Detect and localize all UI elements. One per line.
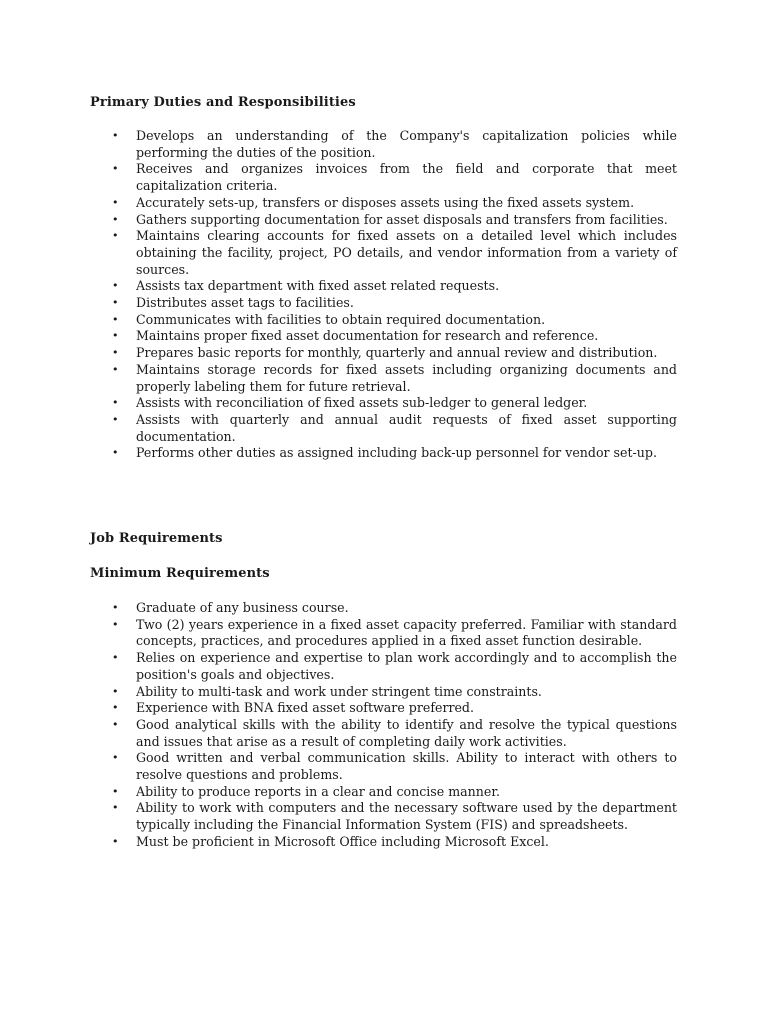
list-item: • Maintains storage records for fixed assets including organizing documents and properly labeling them for future retrieval. [90, 362, 677, 395]
list-item: • Ability to work with computers and the necessary software used by the department typically including the Financial Information System (FIS) and spreadsheets. [90, 800, 677, 833]
list-item: • Assists with quarterly and annual audit requests of fixed asset supporting documentation. [90, 412, 677, 445]
minimum-requirements-list [90, 600, 677, 851]
list-item: • Maintains proper fixed asset documentation for research and reference. [90, 328, 677, 345]
job-requirements-heading: Job Requirements [90, 531, 223, 546]
list-item: • Receives and organizes invoices from the field and corporate that meet capitalization criteria. [90, 161, 677, 194]
list-item: • Maintains clearing accounts for fixed assets on a detailed level which includes obtaining the facility, project, PO details, and vendor information from a variety of sources. [90, 228, 677, 278]
list-item: • Graduate of any business course. [90, 600, 677, 617]
list-item: • Good written and verbal communication skills. Ability to interact with others to resolve questions and problems. [90, 750, 677, 783]
minimum-requirements-heading: Minimum Requirements [90, 566, 270, 581]
list-item: • Distributes asset tags to facilities. [90, 295, 677, 312]
list-item: • Ability to produce reports in a clear and concise manner. [90, 784, 677, 801]
list-item: • Good analytical skills with the ability to identify and resolve the typical questions and issues that arise as a result of completing daily work activities. [90, 717, 677, 750]
list-item: • Assists tax department with fixed asset related requests. [90, 278, 677, 295]
primary-duties-heading: Primary Duties and Responsibilities [90, 95, 356, 110]
list-item: • Assists with reconciliation of fixed assets sub-ledger to general ledger. [90, 395, 677, 412]
list-item: • Prepares basic reports for monthly, quarterly and annual review and distribution. [90, 345, 677, 362]
list-item: • Experience with BNA fixed asset software preferred. [90, 700, 677, 717]
list-item: • Accurately sets-up, transfers or disposes assets using the fixed assets system. [90, 195, 677, 212]
list-item: • Gathers supporting documentation for asset disposals and transfers from facilities. [90, 212, 677, 229]
list-item: • Must be proficient in Microsoft Office including Microsoft Excel. [90, 834, 677, 851]
list-item: • Two (2) years experience in a fixed asset capacity preferred. Familiar with standard concepts, practices, and procedures applied in a fixed asset function desirable. [90, 617, 677, 650]
list-item: • Relies on experience and expertise to plan work accordingly and to accomplish the position's goals and objectives. [90, 650, 677, 683]
primary-duties-list [90, 128, 677, 462]
list-item: • Communicates with facilities to obtain required documentation. [90, 312, 677, 329]
list-item: • Performs other duties as assigned including back-up personnel for vendor set-up. [90, 445, 677, 462]
list-item: • Ability to multi-task and work under stringent time constraints. [90, 684, 677, 701]
list-item: • Develops an understanding of the Company's capitalization policies while performing the duties of the position. [90, 128, 677, 161]
